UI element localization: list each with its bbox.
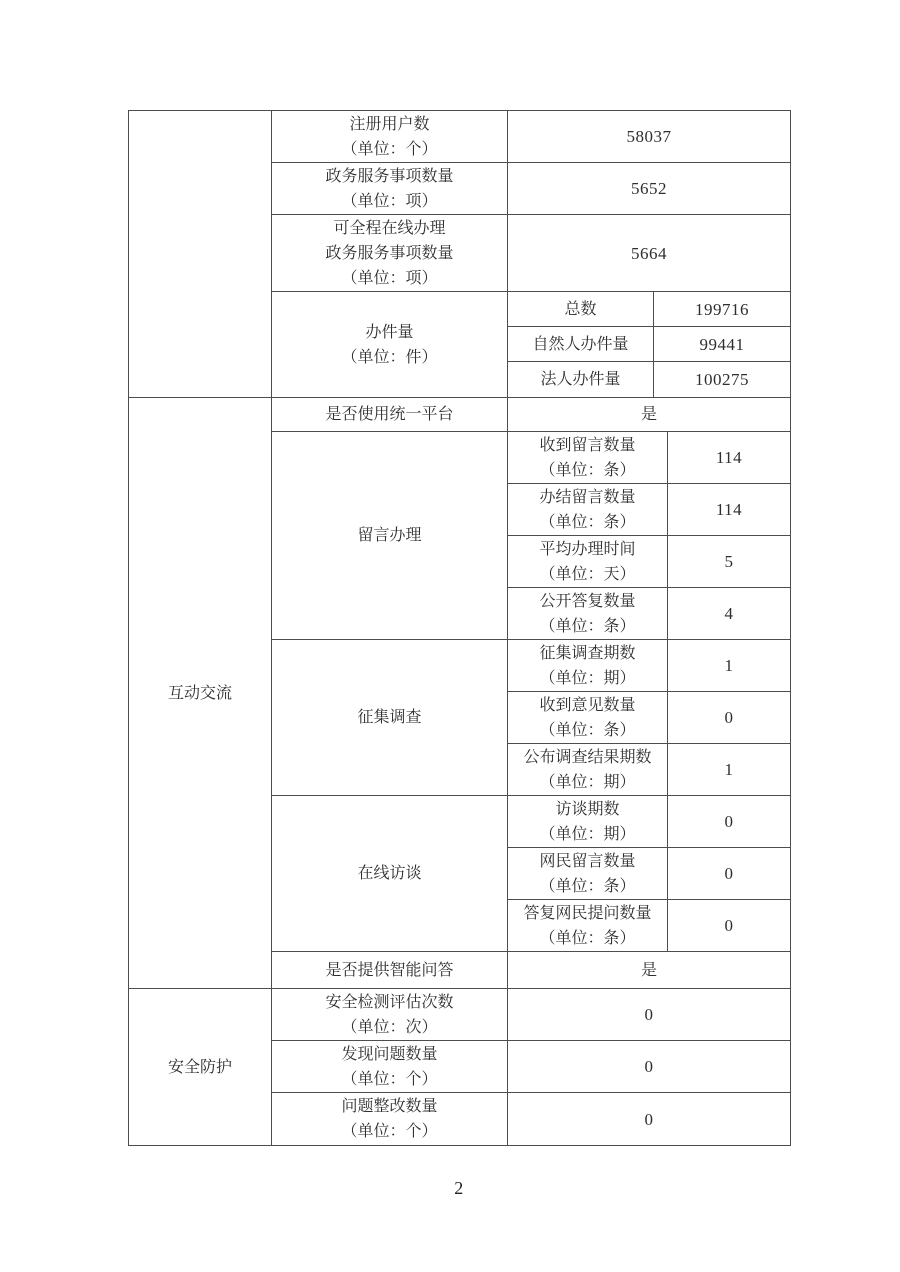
subitem-unit-line: （单位：条） (539, 617, 636, 635)
value-cell-public-replies: 4 (668, 588, 791, 640)
category-cell-blank (129, 111, 272, 398)
item-unit-line: （单位：次） (341, 1018, 438, 1036)
item-label-line: 政务服务事项数量 (325, 244, 454, 262)
value-cell-unified-platform: 是 (508, 398, 791, 432)
item-label-line: 安全检测评估次数 (325, 993, 454, 1011)
report-table (128, 110, 791, 1146)
subitem-unit-line: （单位：期） (539, 669, 636, 687)
subitem-cell-messages-resolved (508, 484, 668, 536)
value-cell-messages-resolved: 114 (668, 484, 791, 536)
value-cell-total: 199716 (654, 292, 791, 327)
subitem-label-line: 网民留言数量 (539, 852, 636, 870)
value-cell-natural-person: 99441 (654, 327, 791, 362)
value-cell-average-handling-time: 5 (668, 536, 791, 588)
table-section-services (128, 110, 791, 398)
subitem-cell-average-handling-time (508, 536, 668, 588)
item-cell-service-items (272, 163, 508, 215)
item-cell-registered-users (272, 111, 508, 163)
subitem-unit-line: （单位：条） (539, 877, 636, 895)
category-cell-interaction: 互动交流 (129, 398, 272, 989)
subitem-unit-line: （单位：条） (539, 461, 636, 479)
subitem-cell-messages-received (508, 432, 668, 484)
subitem-cell-survey-periods (508, 640, 668, 692)
subitem-label-line: 收到意见数量 (539, 696, 636, 714)
item-label-line: 注册用户数 (349, 115, 430, 133)
value-cell-interview-periods: 0 (668, 796, 791, 848)
subitem-label-line: 公开答复数量 (539, 592, 636, 610)
item-cell-online-interview: 在线访谈 (272, 796, 508, 952)
subitem-cell-natural-person: 自然人办件量 (508, 327, 654, 362)
value-cell-online-service-items: 5664 (508, 215, 791, 292)
value-cell-legal-person: 100275 (654, 362, 791, 398)
subitem-unit-line: （单位：期） (539, 773, 636, 791)
subitem-cell-legal-person: 法人办件量 (508, 362, 654, 398)
subitem-cell-total: 总数 (508, 292, 654, 327)
subitem-label-line: 答复网民提问数量 (523, 904, 652, 922)
item-label-line: 可全程在线办理 (333, 219, 446, 237)
subitem-cell-opinions-received (508, 692, 668, 744)
subitem-label-line: 办结留言数量 (539, 488, 636, 506)
item-label-line: 发现问题数量 (341, 1045, 438, 1063)
item-unit-line: （单位：个） (341, 1123, 438, 1140)
value-cell-messages-received: 114 (668, 432, 791, 484)
item-cell-solicitation-survey: 征集调查 (272, 640, 508, 796)
subitem-unit-line: （单位：条） (539, 929, 636, 947)
item-cell-case-volume (272, 292, 508, 398)
subitem-cell-public-replies (508, 588, 668, 640)
subitem-cell-questions-answered (508, 900, 668, 952)
value-cell-smart-qa: 是 (508, 952, 791, 989)
value-cell-opinions-received: 0 (668, 692, 791, 744)
value-cell-problems-rectified: 0 (508, 1093, 791, 1146)
item-cell-security-assessments (272, 989, 508, 1041)
value-cell-registered-users: 58037 (508, 111, 791, 163)
value-cell-survey-periods: 1 (668, 640, 791, 692)
value-cell-security-assessments: 0 (508, 989, 791, 1041)
subitem-label-line: 收到留言数量 (539, 436, 636, 454)
item-cell-problems-rectified (272, 1093, 508, 1146)
subitem-label-line: 访谈期数 (555, 800, 620, 818)
subitem-unit-line: （单位：条） (539, 513, 636, 531)
item-cell-problems-found (272, 1041, 508, 1093)
value-cell-questions-answered: 0 (668, 900, 791, 952)
item-label-line: 办件量 (365, 323, 414, 341)
item-cell-online-service-items (272, 215, 508, 292)
value-cell-survey-results-published: 1 (668, 744, 791, 796)
subitem-label-line: 平均办理时间 (539, 540, 636, 558)
item-unit-line: （单位：项） (341, 269, 438, 287)
subitem-cell-survey-results-published (508, 744, 668, 796)
subitem-cell-netizen-messages (508, 848, 668, 900)
subitem-label-line: 公布调查结果期数 (523, 748, 652, 766)
page-number: 2 (454, 1178, 464, 1198)
item-unit-line: （单位：项） (341, 192, 438, 210)
table-section-interaction (128, 397, 791, 989)
subitem-unit-line: （单位：条） (539, 721, 636, 739)
item-label-line: 问题整改数量 (341, 1098, 438, 1115)
item-cell-unified-platform: 是否使用统一平台 (272, 398, 508, 432)
item-cell-smart-qa: 是否提供智能问答 (272, 952, 508, 989)
subitem-unit-line: （单位：期） (539, 825, 636, 843)
subitem-label-line: 征集调查期数 (539, 644, 636, 662)
item-unit-line: （单位：个） (341, 140, 438, 158)
value-cell-problems-found: 0 (508, 1041, 791, 1093)
item-cell-message-handling: 留言办理 (272, 432, 508, 640)
item-unit-line: （单位：件） (341, 348, 438, 366)
value-cell-service-items: 5652 (508, 163, 791, 215)
item-label-line: 政务服务事项数量 (325, 167, 454, 185)
subitem-unit-line: （单位：天） (539, 565, 636, 583)
item-unit-line: （单位：个） (341, 1070, 438, 1088)
table-section-security (128, 988, 791, 1146)
category-cell-security: 安全防护 (129, 989, 272, 1146)
value-cell-netizen-messages: 0 (668, 848, 791, 900)
subitem-cell-interview-periods (508, 796, 668, 848)
